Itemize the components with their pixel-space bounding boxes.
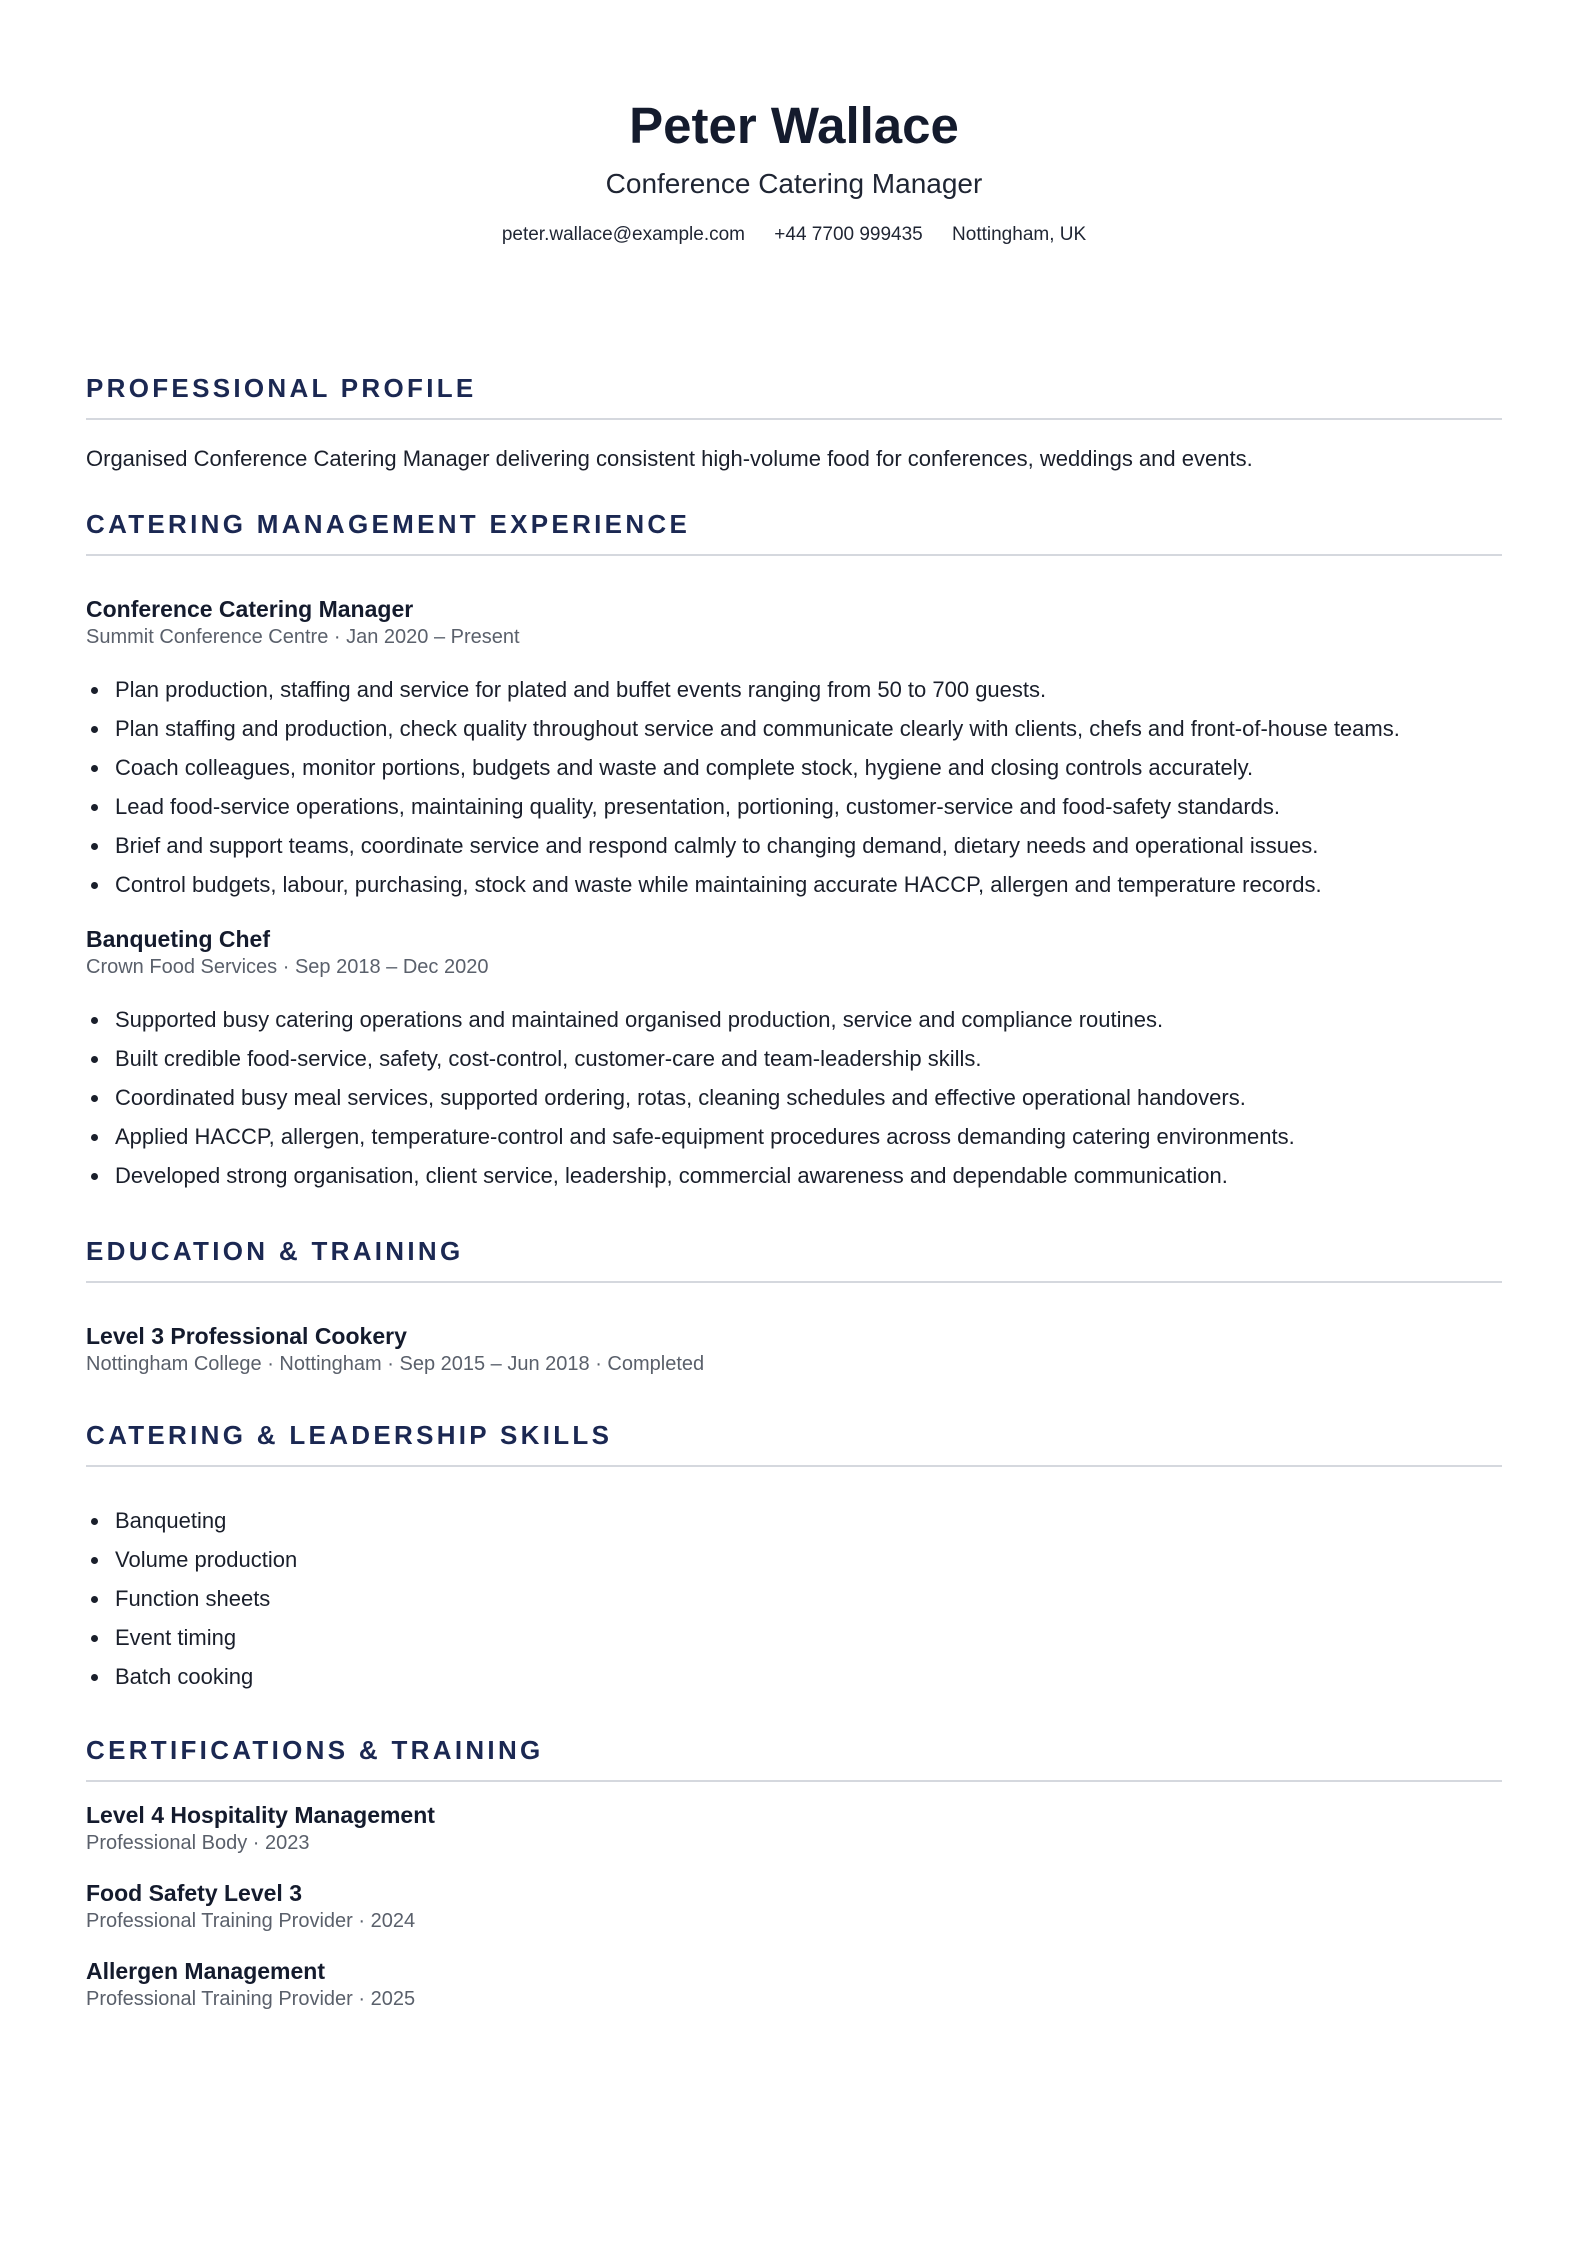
certification-entry xyxy=(86,1878,1502,1934)
job-bullet: Plan production, staffing and service for plated and buffet events ranging from 50 to 700 guests. xyxy=(86,670,1502,709)
certification-entry xyxy=(86,1956,1502,2012)
contact-line xyxy=(86,222,1502,248)
certification-title: Level 4 Hospitality Management xyxy=(86,1802,435,1828)
certification-meta: Professional Body · 2023 xyxy=(86,1832,310,1854)
certification-entry xyxy=(86,1800,1502,1856)
contact-email[interactable]: peter.wallace@example.com xyxy=(501,224,746,245)
certifications-section xyxy=(86,1734,1502,2012)
job-bullet: Brief and support teams, coordinate service and respond calmly to changing demand, dietary needs and operational issues. xyxy=(86,826,1502,865)
skill-item: Function sheets xyxy=(86,1579,1502,1618)
certification-meta: Professional Training Provider · 2024 xyxy=(86,1910,416,1932)
section-heading: PROFESSIONAL PROFILE xyxy=(86,372,1502,420)
certification-title: Food Safety Level 3 xyxy=(86,1880,303,1906)
job-bullet: Control budgets, labour, purchasing, stock and waste while maintaining accurate HACCP, allergen and temperature records. xyxy=(86,865,1502,904)
certifications-list xyxy=(86,1800,1502,2012)
job-meta: Crown Food Services · Sep 2018 – Dec 2020 xyxy=(86,956,489,978)
job-bullet: Coach colleagues, monitor portions, budgets and waste and complete stock, hygiene and closing controls accurately. xyxy=(86,748,1502,787)
section-heading: CERTIFICATIONS & TRAINING xyxy=(86,1734,1502,1782)
profile-summary: Organised Conference Catering Manager delivering consistent high-volume food for conferences, weddings and events. xyxy=(86,446,1253,471)
job-bullet: Plan staffing and production, check quality throughout service and communicate clearly with clients, chefs and front-of-house teams. xyxy=(86,709,1502,748)
skill-item: Batch cooking xyxy=(86,1657,1502,1696)
section-heading: EDUCATION & TRAINING xyxy=(86,1235,1502,1283)
job-bullets xyxy=(86,1000,1502,1195)
job-title: Conference Catering Manager xyxy=(86,596,414,622)
job-title: Banqueting Chef xyxy=(86,926,270,952)
job-bullet: Lead food-service operations, maintaining quality, presentation, portioning, customer-service and food-safety standards. xyxy=(86,787,1502,826)
education-entry xyxy=(86,1321,1502,1377)
candidate-name: Peter Wallace xyxy=(629,97,959,154)
skill-item: Event timing xyxy=(86,1618,1502,1657)
job-meta: Summit Conference Centre · Jan 2020 – Present xyxy=(86,626,520,648)
skills-list xyxy=(86,1501,1502,1696)
candidate-title: Conference Catering Manager xyxy=(605,168,983,199)
job-bullet: Coordinated busy meal services, supported ordering, rotas, cleaning schedules and effective operational handovers. xyxy=(86,1078,1502,1117)
contact-phone[interactable]: +44 7700 999435 xyxy=(774,224,923,245)
skill-item: Volume production xyxy=(86,1540,1502,1579)
job-bullet: Developed strong organisation, client service, leadership, commercial awareness and dependable communication. xyxy=(86,1156,1502,1195)
section-heading: CATERING MANAGEMENT EXPERIENCE xyxy=(86,508,1502,556)
education-section xyxy=(86,1235,1502,1377)
job-bullets xyxy=(86,670,1502,904)
education-title: Level 3 Professional Cookery xyxy=(86,1323,407,1349)
job-entry xyxy=(86,924,1502,1195)
education-meta: Nottingham College · Nottingham · Sep 2015 – Jun 2018 · Completed xyxy=(86,1353,705,1375)
resume-header xyxy=(86,0,1502,248)
certification-title: Allergen Management xyxy=(86,1958,325,1984)
contact-location: Nottingham, UK xyxy=(952,224,1087,245)
certification-meta: Professional Training Provider · 2025 xyxy=(86,1988,416,2010)
job-bullet: Supported busy catering operations and maintained organised production, service and compliance routines. xyxy=(86,1000,1502,1039)
experience-section xyxy=(86,508,1502,1195)
job-bullet: Applied HACCP, allergen, temperature-control and safe-equipment procedures across demanding catering environments. xyxy=(86,1117,1502,1156)
job-entry xyxy=(86,594,1502,904)
profile-section xyxy=(86,372,1502,474)
section-heading: CATERING & LEADERSHIP SKILLS xyxy=(86,1419,1502,1467)
skills-section xyxy=(86,1419,1502,1696)
job-bullet: Built credible food-service, safety, cost-control, customer-care and team-leadership skills. xyxy=(86,1039,1502,1078)
skill-item: Banqueting xyxy=(86,1501,1502,1540)
